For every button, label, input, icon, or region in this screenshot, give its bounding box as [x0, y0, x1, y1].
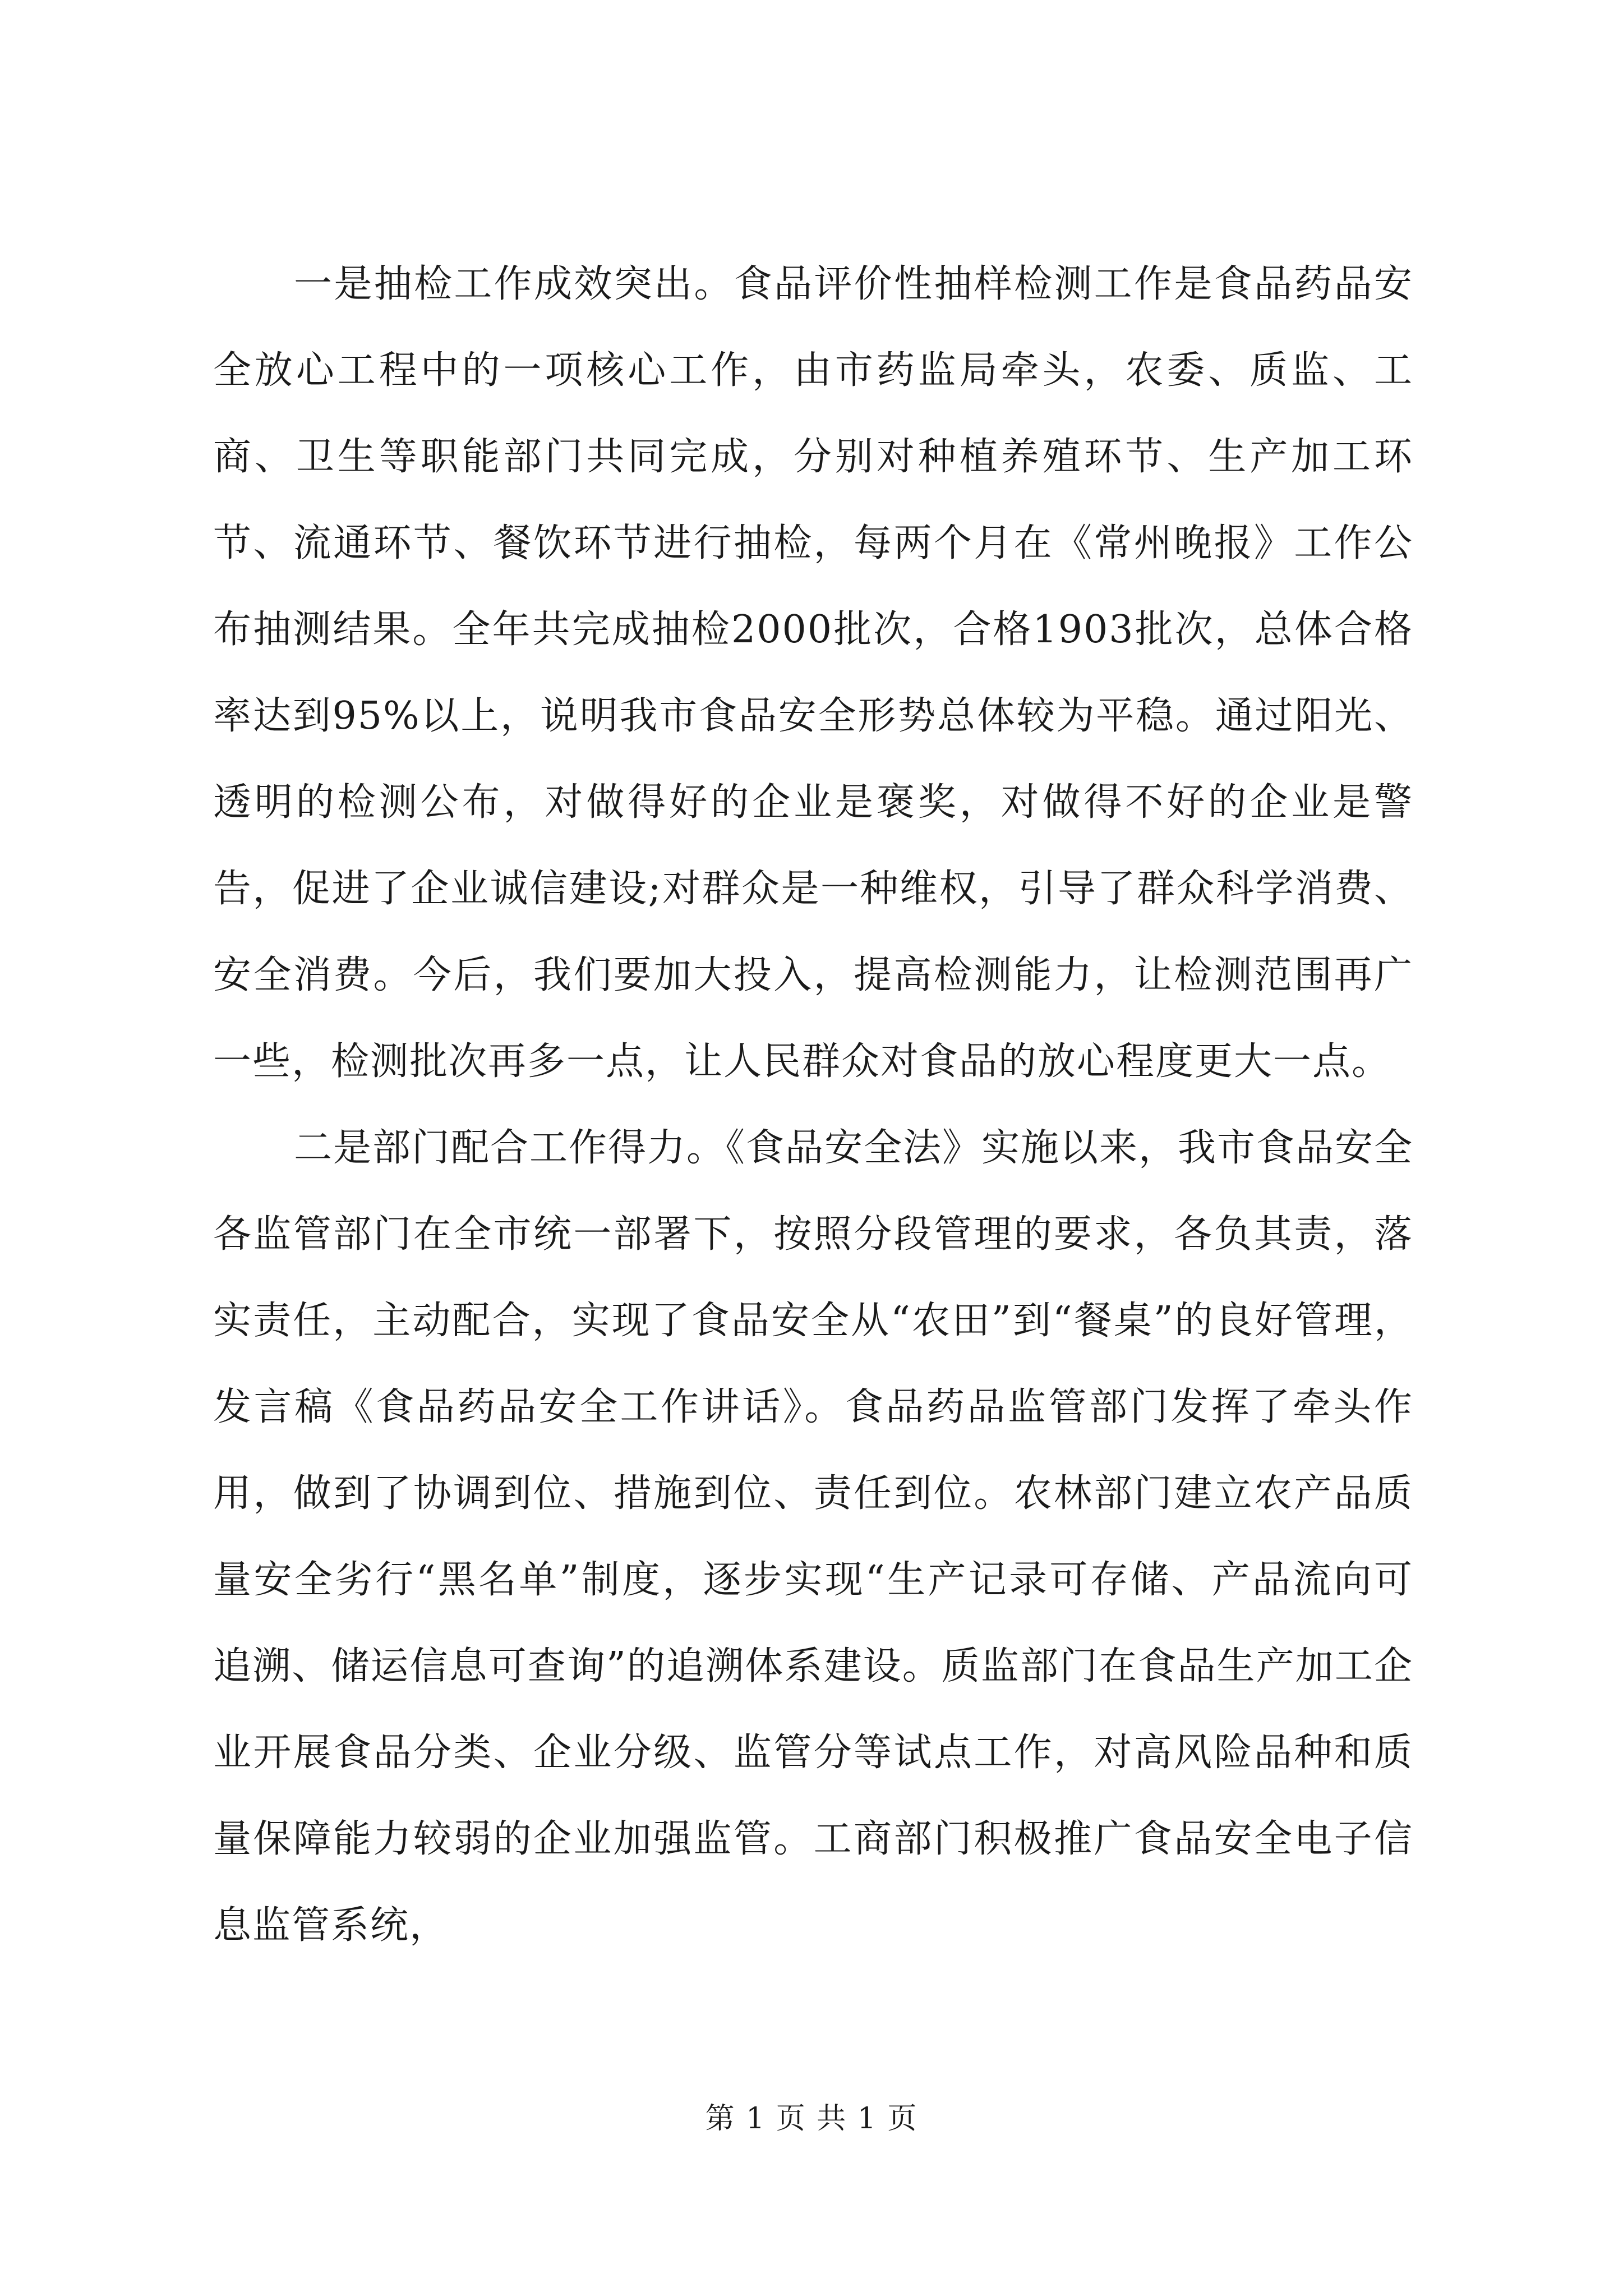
paragraph-2: 二是部门配合工作得力。《食品安全法》实施以来，我市食品安全各监管部门在全市统一部署下，按照分段管理的要求，各负其责，落实责任，主动配合，实现了食品安全从“农田”到“餐桌”的良好管理，发言稿《食品药品安全工作讲话》。食品药品监管部门发挥了牵头作用，做到了协调到位、措施到位、责任到位。农林部门建立农产品质量安全劣行“黑名单”制度，逐步实现“生产记录可存储、产品流向可追溯、储运信息可查询”的追溯体系建设。质监部门在食品生产加工企业开展食品分类、企业分级、监管分等试点工作，对高风险品种和质量保障能力较弱的企业加强监管。工商部门积极推广食品安全电子信息监管系统，	[213, 1126, 1414, 1948]
document-body	[213, 241, 1413, 1969]
paragraph-1: 一是抽检工作成效突出。食品评价性抽样检测工作是食品药品安全放心工程中的一项核心工作，由市药监局牵头，农委、质监、工商、卫生等职能部门共同完成，分别对种植养殖环节、生产加工环节、流通环节、餐饮环节进行抽检，每两个月在《常州晚报》工作公布抽测结果。全年共完成抽检2000批次，合格1903批次，总体合格率达到95%以上，说明我市食品安全形势总体较为平稳。通过阳光、透明的检测公布，对做得好的企业是褒奖，对做得不好的企业是警告，促进了企业诚信建设;对群众是一种维权，引导了群众科学消费、安全消费。今后，我们要加大投入，提高检测能力，让检测范围再广一些，检测批次再多一点，让人民群众对食品的放心程度更大一点。	[213, 262, 1413, 1084]
page-footer: 第 1 页 共 1 页	[705, 2102, 918, 2136]
